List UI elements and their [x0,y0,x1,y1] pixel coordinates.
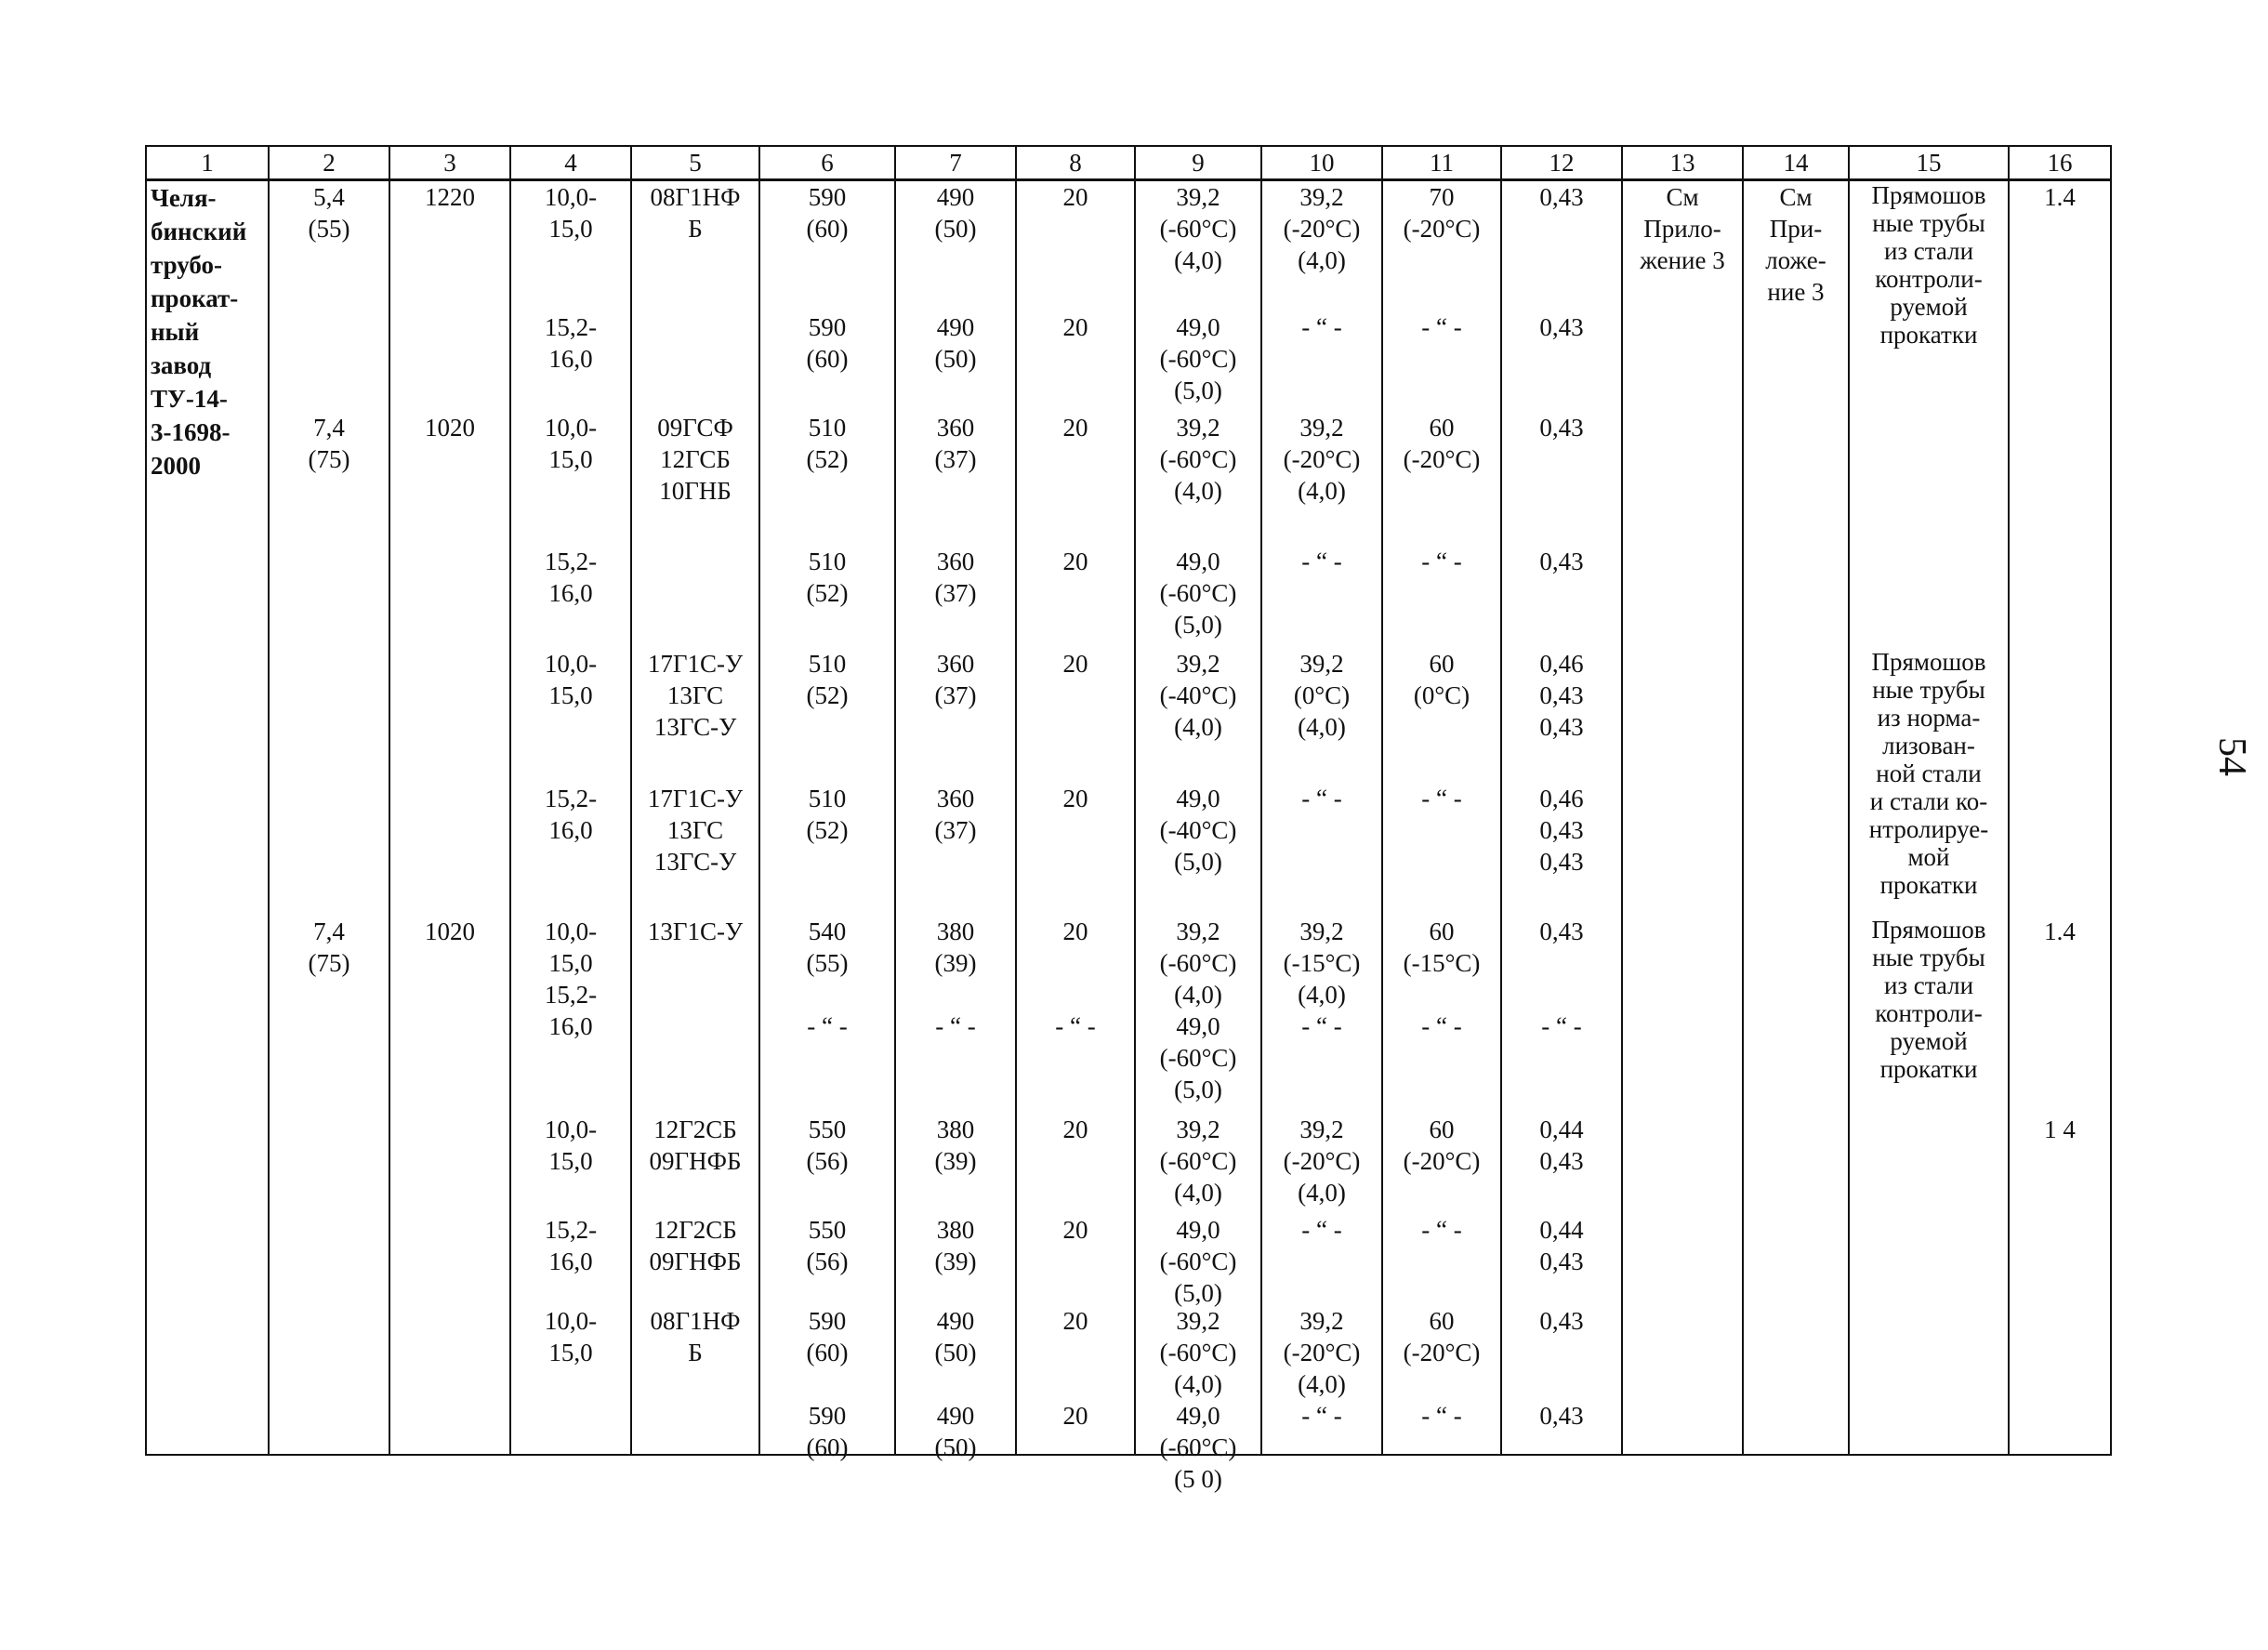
col6-entry: 510 (52) [806,650,849,709]
col15-entry: Прямошов ные трубы из норма- лизован- ной стали и стали ко- нтролируе- мой прокатки [1868,648,1989,899]
col15-entry: Прямошов ные трубы из стали контроли- руемой прокатки [1871,916,1986,1083]
col8-entry: 20 [1062,548,1088,575]
col1-entry: Челя- бинский трубо- прокат- ный завод ТУ-14- 3-1698- 2000 [151,184,247,480]
col11-entry: 60 (-20°C) - “ - [1403,1307,1481,1430]
table-body-row [146,180,2111,1456]
col10-entry: 39,2 (-15°C) (4,0) - “ - [1283,917,1361,1040]
column-14-cell [1743,180,1849,1456]
col6-entry: 510 (52) [806,785,849,844]
col11-entry: 60 (-20°C) [1403,414,1481,473]
column-2-cell [269,180,389,1456]
col4-entry: 15,2- 16,0 [544,548,598,607]
col11-entry: - “ - [1421,313,1462,341]
col7-entry: 360 (37) [934,785,977,844]
col5-entry: 17Г1С-У 13ГС 13ГС-У [647,650,744,741]
column-7-cell [895,180,1016,1461]
col6-entry: 510 (52) [806,414,849,473]
column-number-6: 6 [759,146,895,180]
col12-entry: 0,43 - “ - [1539,917,1584,1040]
column-11-cell [1382,180,1501,1456]
col4-entry: 10,0- 15,0 15,2- 16,0 [544,917,598,1040]
col3-entry: 1020 [425,414,475,442]
col10-entry: - “ - [1301,1216,1342,1244]
col6-entry: 540 (55) - “ - [806,917,849,1040]
col16-entry: 1.4 [2044,183,2076,211]
column-6-cell [759,180,895,1461]
col12-entry: 0,43 [1539,414,1584,442]
col10-entry: - “ - [1301,313,1342,341]
col12-entry: 0,46 0,43 0,43 [1539,650,1584,741]
col2-entry: 7,4 (75) [308,414,350,473]
col4-entry: 10,0- 15,0 [544,650,598,709]
col7-entry: 380 (39) [934,1216,977,1275]
page-number: 54 [2210,737,2253,776]
column-number-1: 1 [146,146,269,180]
col10-entry: 39,2 (-20°C) (4,0) - “ - [1283,1307,1361,1430]
col13-entry: См Прило- жение 3 [1640,183,1725,274]
col4-entry: 15,2- 16,0 [544,313,598,373]
col8-entry: 20 [1062,313,1088,341]
col12-entry: 0,43 0,43 [1539,1307,1584,1430]
column-number-8: 8 [1016,146,1135,180]
col10-entry: - “ - [1301,548,1342,575]
col10-entry: - “ - [1301,785,1342,812]
col9-entry: 39,2 (-40°C) (4,0) [1159,650,1237,741]
col4-entry: 10,0- 15,0 [544,414,598,473]
col11-entry: 60 (0°C) [1413,650,1470,709]
col2-entry: 7,4 (75) [308,917,350,977]
column-16-cell [2009,180,2111,1456]
col11-entry: 60 (-20°C) [1403,1115,1481,1175]
col11-entry: - “ - [1421,548,1462,575]
col6-entry: 510 (52) [806,548,849,607]
col7-entry: 360 (37) [934,548,977,607]
col6-entry: 590 (60) [806,313,849,373]
col9-entry: 39,2 (-60°C) (4,0) [1159,1115,1237,1207]
col12-entry: 0,43 [1539,548,1584,575]
col5-entry [632,546,758,648]
col14-entry: См При- ложе- ние 3 [1765,183,1826,306]
col9-entry: 49,0 (-60°C) (5,0) [1159,313,1237,404]
col12-entry: 0,43 [1539,183,1584,211]
col16-entry: 1 4 [2044,1115,2076,1143]
col9-entry: 39,2 (-60°C) (4,0) [1159,183,1237,274]
col7-entry: 490 (50) [934,183,977,243]
col5-entry: 12Г2СБ 09ГНФБ [649,1216,742,1275]
col10-entry: 39,2 (0°C) (4,0) [1293,650,1351,741]
col12-entry: 0,43 [1539,313,1584,341]
column-number-7: 7 [895,146,1016,180]
col8-entry: 20 [1062,414,1088,442]
column-number-13: 13 [1622,146,1743,180]
col6-entry: 590 (60) [806,183,849,243]
column-9-cell [1135,180,1261,1493]
col5-entry [632,311,758,412]
column-number-2: 2 [269,146,389,180]
col5-entry: 09ГСФ 12ГСБ 10ГНБ [657,414,733,505]
col8-entry: 20 20 [1062,1307,1088,1430]
specification-table [145,145,2112,1493]
col16-entry: 1.4 [2044,917,2076,945]
column-15-cell [1849,180,2009,1456]
col7-entry: 360 (37) [934,650,977,709]
col9-entry: 49,0 (-40°C) (5,0) [1159,785,1237,876]
column-13-cell [1622,180,1743,1456]
col10-entry: 39,2 (-20°C) (4,0) [1283,183,1361,274]
col9-entry: 39,2 (-60°C) (4,0) 49,0 (-60°C) (5,0) [1159,917,1237,1103]
col11-entry: - “ - [1421,1216,1462,1244]
col3-entry: 1220 [425,183,475,211]
col12-entry: 0,44 0,43 [1539,1216,1584,1275]
col8-entry: 20 [1062,1216,1088,1244]
col7-entry: 490 (50) 490 (50) [934,1307,977,1461]
col11-entry: 70 (-20°C) [1403,183,1481,243]
col9-entry: 39,2 (-60°C) (4,0) [1159,414,1237,505]
column-10-cell [1261,180,1382,1456]
column-number-15: 15 [1849,146,2009,180]
column-12-cell [1501,180,1622,1456]
col4-entry: 10,0- 15,0 [544,183,598,243]
column-number-5: 5 [631,146,759,180]
col8-entry: 20 [1062,183,1088,211]
column-number-10: 10 [1261,146,1382,180]
col5-entry: 17Г1С-У 13ГС 13ГС-У [647,785,744,876]
column-number-row [146,146,2111,180]
column-3-cell [389,180,510,1456]
column-4-cell [510,180,631,1456]
col9-entry: 49,0 (-60°C) (5,0) [1159,548,1237,639]
col7-entry: 380 (39) - “ - [934,917,977,1040]
col12-entry: 0,44 0,43 [1539,1115,1584,1175]
col2-entry: 5,4 (55) [308,183,350,243]
col8-entry: 20 [1062,650,1088,678]
column-number-9: 9 [1135,146,1261,180]
column-number-12: 12 [1501,146,1622,180]
column-number-14: 14 [1743,146,1849,180]
col3-entry: 1020 [425,917,475,945]
column-1-cell [146,180,269,1456]
col7-entry: 360 (37) [934,414,977,473]
col11-entry: 60 (-15°C) - “ - [1403,917,1481,1040]
col5-entry: 13Г1С-У [647,917,744,945]
col11-entry: - “ - [1421,785,1462,812]
col8-entry: 20 [1062,785,1088,812]
col12-entry: 0,46 0,43 0,43 [1539,785,1584,876]
col9-entry: 49,0 (-60°C) (5,0) [1159,1216,1237,1307]
column-5-cell [631,180,759,1456]
col5-entry: 12Г2СБ 09ГНФБ [649,1115,742,1175]
col4-entry: 15,2- 16,0 [544,1216,598,1275]
col10-entry: 39,2 (-20°C) (4,0) [1283,1115,1361,1207]
col6-entry: 550 (56) [806,1216,849,1275]
col6-entry: 550 (56) [806,1115,849,1175]
col4-entry: 15,2- 16,0 [544,785,598,844]
column-8-cell [1016,180,1135,1456]
col8-entry: 20 - “ - [1055,917,1096,1040]
col8-entry: 20 [1062,1115,1088,1143]
column-number-16: 16 [2009,146,2111,180]
col15-entry: Прямошов ные трубы из стали контроли- руемой прокатки [1871,181,1986,349]
col5-entry: 08Г1НФ Б [650,1307,741,1366]
col5-entry: 08Г1НФ Б [650,183,741,243]
col6-entry: 590 (60) 590 (60) [806,1307,849,1461]
col7-entry: 490 (50) [934,313,977,373]
col10-entry: 39,2 (-20°C) (4,0) [1283,414,1361,505]
column-number-11: 11 [1382,146,1501,180]
col7-entry: 380 (39) [934,1115,977,1175]
col4-entry: 10,0- 15,0 [544,1115,598,1175]
column-number-3: 3 [389,146,510,180]
col9-entry: 39,2 (-60°C) (4,0) 49,0 (-60°C) (5 0) [1159,1307,1237,1493]
col4-entry: 10,0- 15,0 [544,1307,598,1366]
column-number-4: 4 [510,146,631,180]
